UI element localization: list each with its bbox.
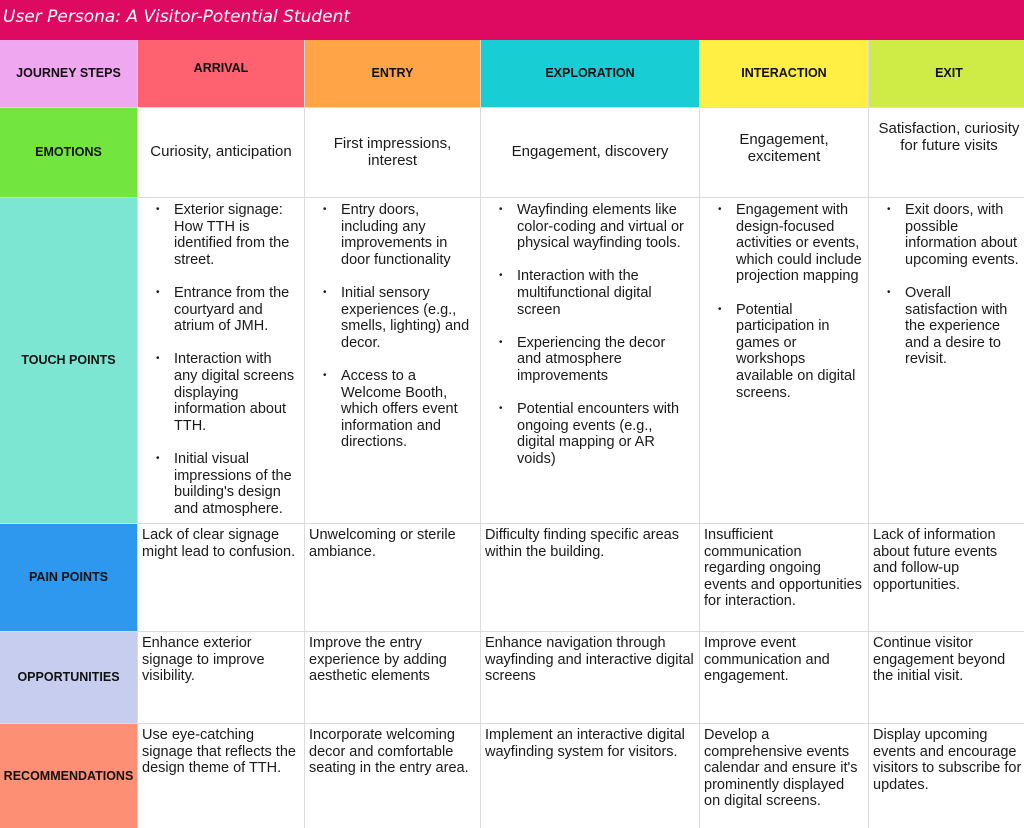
stage-header-exploration: EXPLORATION bbox=[481, 40, 699, 107]
touch-points-list bbox=[138, 202, 298, 517]
list-item: • Engagement with design-focused activities or events, which could include projection mapping bbox=[736, 202, 862, 285]
opportunities-row-label: OPPORTUNITIES bbox=[0, 632, 137, 723]
recommendations-interaction: Develop a comprehensive events calendar and ensure it's prominently displayed on digital screens. bbox=[700, 724, 868, 828]
touch-points-list bbox=[700, 202, 862, 401]
stage-header-exit: EXIT bbox=[869, 40, 1024, 107]
touch-points-interaction bbox=[700, 198, 868, 523]
stage-header-arrival: ARRIVAL bbox=[138, 40, 304, 107]
stage-header-interaction: INTERACTION bbox=[700, 40, 868, 107]
touch-points-row-label: TOUCH POINTS bbox=[0, 198, 137, 523]
touch-points-list bbox=[869, 202, 1023, 368]
title-bar bbox=[0, 0, 1024, 40]
touch-points-list bbox=[481, 202, 693, 468]
list-item: • Potential participation in games or workshops available on digital screens. bbox=[736, 302, 862, 402]
list-item: • Exit doors, with possible information about upcoming events. bbox=[905, 202, 1023, 268]
list-item: • Initial sensory experiences (e.g., smells, lighting) and decor. bbox=[341, 285, 474, 351]
stage-header-entry: ENTRY bbox=[305, 40, 480, 107]
recommendations-exit: Display upcoming events and encourage visitors to subscribe for updates. bbox=[869, 724, 1024, 828]
recommendations-arrival: Use eye-catching signage that reflects the design theme of TTH. bbox=[138, 724, 304, 828]
list-item: • Wayfinding elements like color-coding and virtual or physical wayfinding tools. bbox=[517, 202, 693, 252]
pain-points-exit: Lack of information about future events and follow-up opportunities. bbox=[869, 524, 1024, 631]
pain-points-arrival: Lack of clear signage might lead to confusion. bbox=[138, 524, 304, 631]
emotions-exploration: Engagement, discovery bbox=[481, 108, 699, 197]
list-item: • Interaction with the multifunctional digital screen bbox=[517, 268, 693, 318]
emotions-interaction: Engagement, excitement bbox=[700, 108, 868, 197]
list-item: • Entry doors, including any improvements in door functionality bbox=[341, 202, 474, 268]
pain-points-row-label: PAIN POINTS bbox=[0, 524, 137, 631]
emotions-arrival: Curiosity, anticipation bbox=[138, 108, 304, 197]
list-item: • Experiencing the decor and atmosphere improvements bbox=[517, 335, 693, 385]
emotions-exit: Satisfaction, curiosity for future visits bbox=[869, 108, 1024, 197]
touch-points-list bbox=[305, 202, 474, 451]
list-item: • Access to a Welcome Booth, which offers event information and directions. bbox=[341, 368, 474, 451]
list-item: • Entrance from the courtyard and atrium of JMH. bbox=[174, 285, 298, 335]
touch-points-exit bbox=[869, 198, 1024, 523]
page-title: User Persona: A Visitor-Potential Student bbox=[3, 7, 351, 27]
recommendations-entry: Incorporate welcoming decor and comfortable seating in the entry area. bbox=[305, 724, 480, 828]
emotions-row-label: EMOTIONS bbox=[0, 108, 137, 197]
opportunities-exit: Continue visitor engagement beyond the initial visit. bbox=[869, 632, 1024, 723]
list-item: • Interaction with any digital screens displaying information about TTH. bbox=[174, 351, 298, 434]
pain-points-exploration: Difficulty finding specific areas within the building. bbox=[481, 524, 699, 631]
recommendations-exploration: Implement an interactive digital wayfinding system for visitors. bbox=[481, 724, 699, 828]
journey-steps-header: JOURNEY STEPS bbox=[0, 40, 137, 107]
touch-points-exploration bbox=[481, 198, 699, 523]
list-item: • Overall satisfaction with the experience and a desire to revisit. bbox=[905, 285, 1023, 368]
touch-points-entry bbox=[305, 198, 480, 523]
pain-points-interaction: Insufficient communication regarding ongoing events and opportunities for interaction. bbox=[700, 524, 868, 631]
list-item: • Initial visual impressions of the building's design and atmosphere. bbox=[174, 451, 298, 517]
touch-points-arrival bbox=[138, 198, 304, 523]
opportunities-arrival: Enhance exterior signage to improve visibility. bbox=[138, 632, 304, 723]
list-item: • Potential encounters with ongoing events (e.g., digital mapping or AR voids) bbox=[517, 401, 693, 467]
journey-map-table bbox=[0, 40, 1024, 828]
opportunities-interaction: Improve event communication and engagement. bbox=[700, 632, 868, 723]
list-item: • Exterior signage: How TTH is identified from the street. bbox=[174, 202, 298, 268]
pain-points-entry: Unwelcoming or sterile ambiance. bbox=[305, 524, 480, 631]
emotions-entry: First impressions, interest bbox=[305, 108, 480, 197]
opportunities-exploration: Enhance navigation through wayfinding and interactive digital screens bbox=[481, 632, 699, 723]
recommendations-row-label: RECOMMENDATIONS bbox=[0, 724, 137, 828]
opportunities-entry: Improve the entry experience by adding aesthetic elements bbox=[305, 632, 480, 723]
